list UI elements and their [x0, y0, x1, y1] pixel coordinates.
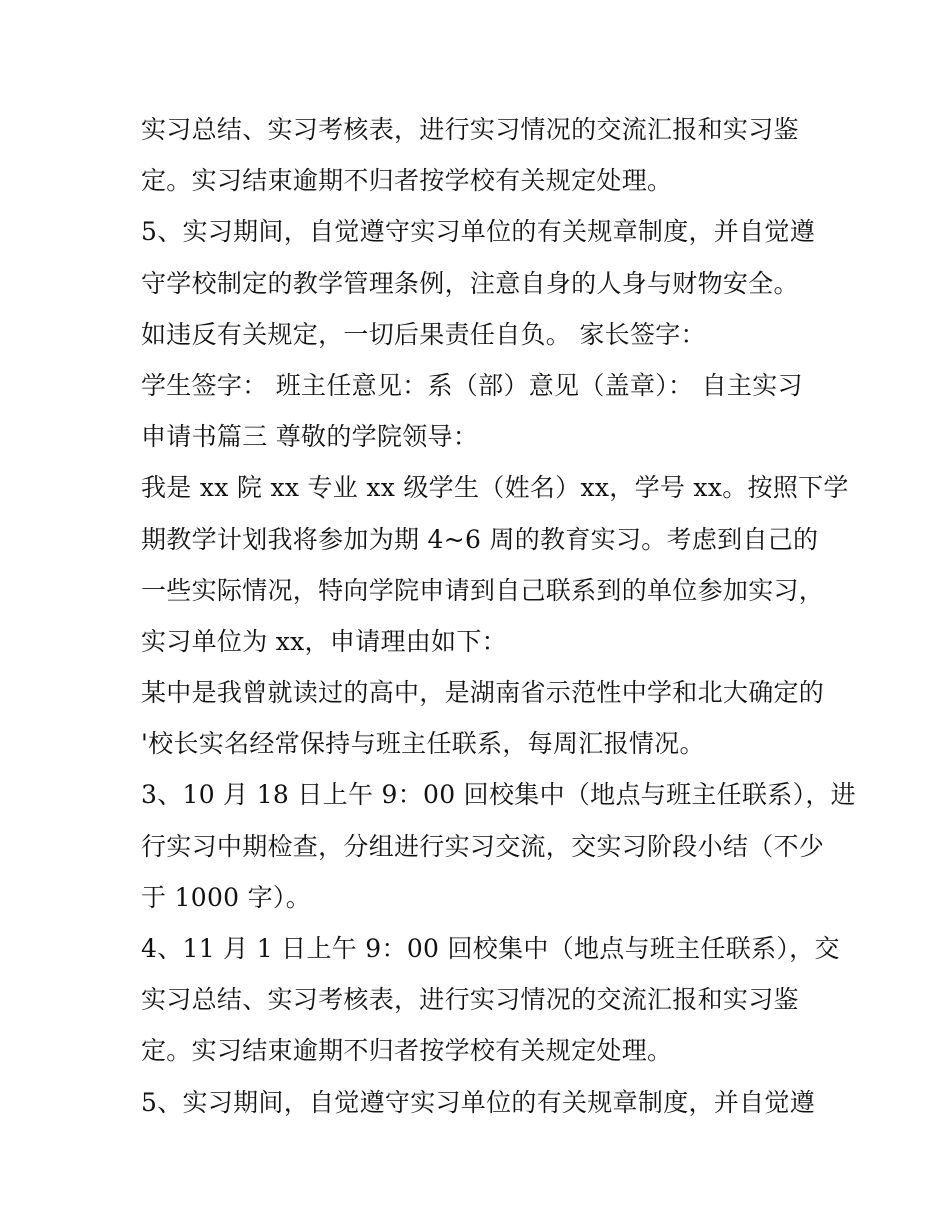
text-line: 5、实习期间，自觉遵守实习单位的有关规章制度，并自觉遵 — [141, 1087, 816, 1117]
text-line: 3、10 月 18 日上午 9：00 回校集中（地点与班主任联系），进 — [141, 780, 856, 810]
text-line: 实习单位为 xx，申请理由如下： — [141, 626, 507, 656]
text-line: 申请书篇三 尊敬的学院领导： — [141, 422, 479, 452]
text-line: 一些实际情况，特向学院申请到自己联系到的单位参加实习， — [141, 575, 825, 605]
text-line: 实习总结、实习考核表，进行实习情况的交流汇报和实习鉴 — [141, 115, 799, 144]
text-line: 我是 xx 院 xx 专业 xx 级学生（姓名）xx，学号 xx。按照下学 — [141, 473, 849, 503]
text-line: 守学校制定的教学管理条例，注意自身的人身与财物安全。 — [141, 268, 799, 298]
text-line: 5、实习期间，自觉遵守实习单位的有关规章制度，并自觉遵 — [141, 217, 816, 247]
text-line: 某中是我曾就读过的高中，是湖南省示范性中学和北大确定的 — [141, 678, 825, 708]
text-line: '校长实名经常保持与班主任联系，每周汇报情况。 — [141, 729, 705, 759]
text-line: 行实习中期检查，分组进行实习交流，交实习阶段小结（不少 — [141, 831, 825, 861]
text-line: 期教学计划我将参加为期 4~6 周的教育实习。考虑到自己的 — [141, 524, 819, 554]
text-line: 定。实习结束逾期不归者按学校有关规定处理。 — [141, 166, 673, 196]
text-line: 定。实习结束逾期不归者按学校有关规定处理。 — [141, 1036, 673, 1066]
text-line: 4、11 月 1 日上午 9：00 回校集中（地点与班主任联系），交 — [141, 934, 840, 963]
text-line: 如违反有关规定，一切后果责任自负。 家长签字： — [141, 319, 706, 349]
text-line: 于 1000 字）。 — [141, 882, 312, 912]
text-line: 实习总结、实习考核表，进行实习情况的交流汇报和实习鉴 — [141, 985, 799, 1015]
text-line: 学生签字： 班主任意见：系（部）意见（盖章）： 自主实习 — [141, 370, 803, 400]
document-body — [141, 104, 856, 1128]
